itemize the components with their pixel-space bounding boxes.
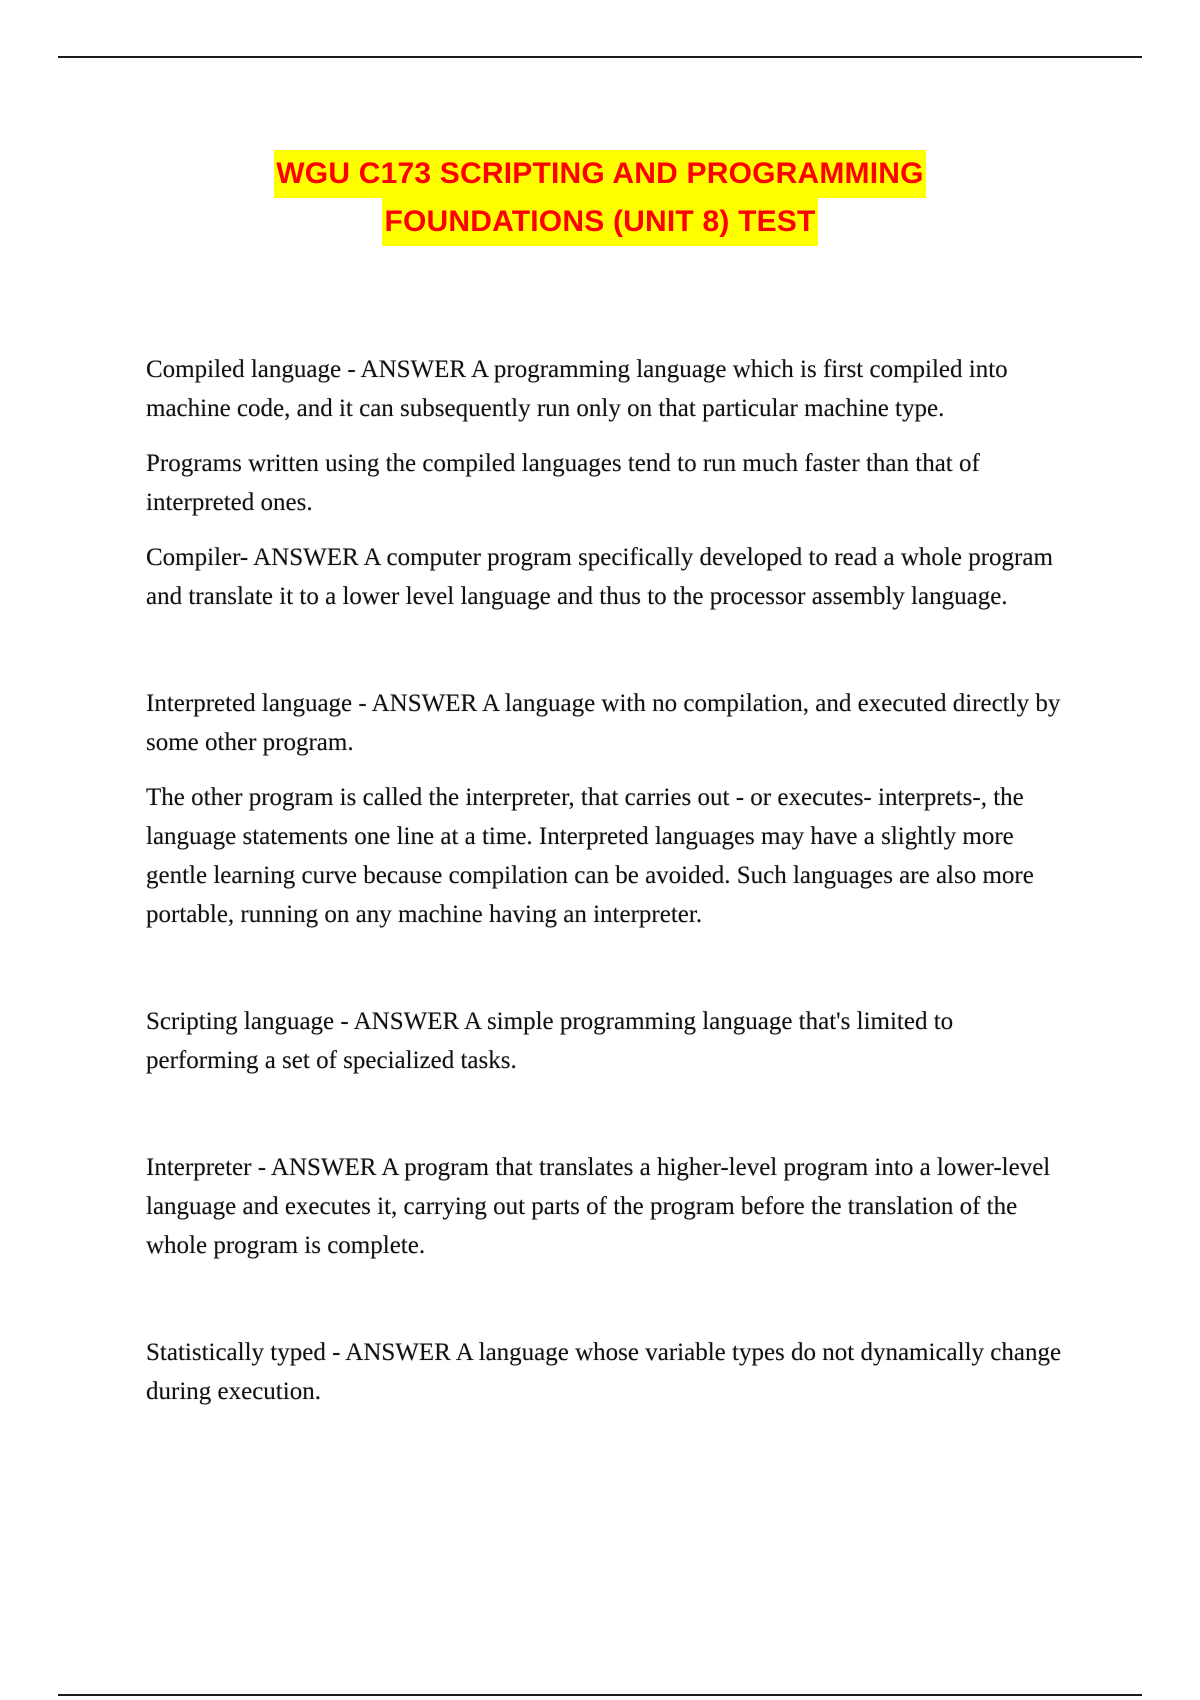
paragraph-scripting-language: Scripting language - ANSWER A simple programming language that's limited to performing a set of specialized tasks. <box>146 1008 954 1074</box>
title-line-1: WGU C173 SCRIPTING AND PROGRAMMING <box>274 150 925 198</box>
paragraph-statistically-typed: Statistically typed - ANSWER A language whose variable types do not dynamically change during execution. <box>146 1339 1062 1405</box>
bottom-rule <box>58 1694 1142 1696</box>
paragraph-compiled-language: Compiled language - ANSWER A programming language which is first compiled into machine code, and it can subsequently run only on that particular machine type. <box>146 356 1008 422</box>
top-rule <box>58 56 1142 58</box>
paragraph-compiled-note: Programs written using the compiled languages tend to run much faster than that of interpreted ones. <box>146 450 980 516</box>
paragraph-interpreter: Interpreter - ANSWER A program that translates a higher-level program into a lower-level language and executes it, carrying out parts of the program before the translation of the whole program is complete. <box>146 1154 1051 1259</box>
paragraph-compiler: Compiler- ANSWER A computer program specifically developed to read a whole program and translate it to a lower level language and thus to the processor assembly language. <box>146 544 1053 610</box>
document-title <box>0 150 1200 246</box>
title-line-2: FOUNDATIONS (UNIT 8) TEST <box>382 198 817 246</box>
paragraph-interpreted-language: Interpreted language - ANSWER A language with no compilation, and executed directly by some other program. <box>146 690 1061 756</box>
paragraph-interpreter-note: The other program is called the interpreter, that carries out - or executes- interprets-, the language statements one line at a time. Interpreted languages may have a slightly more gentle learning curve because compilation can be avoided. Such languages are also more portable, running on any machine having an interpreter. <box>146 784 1034 928</box>
document-body <box>146 350 1066 1411</box>
